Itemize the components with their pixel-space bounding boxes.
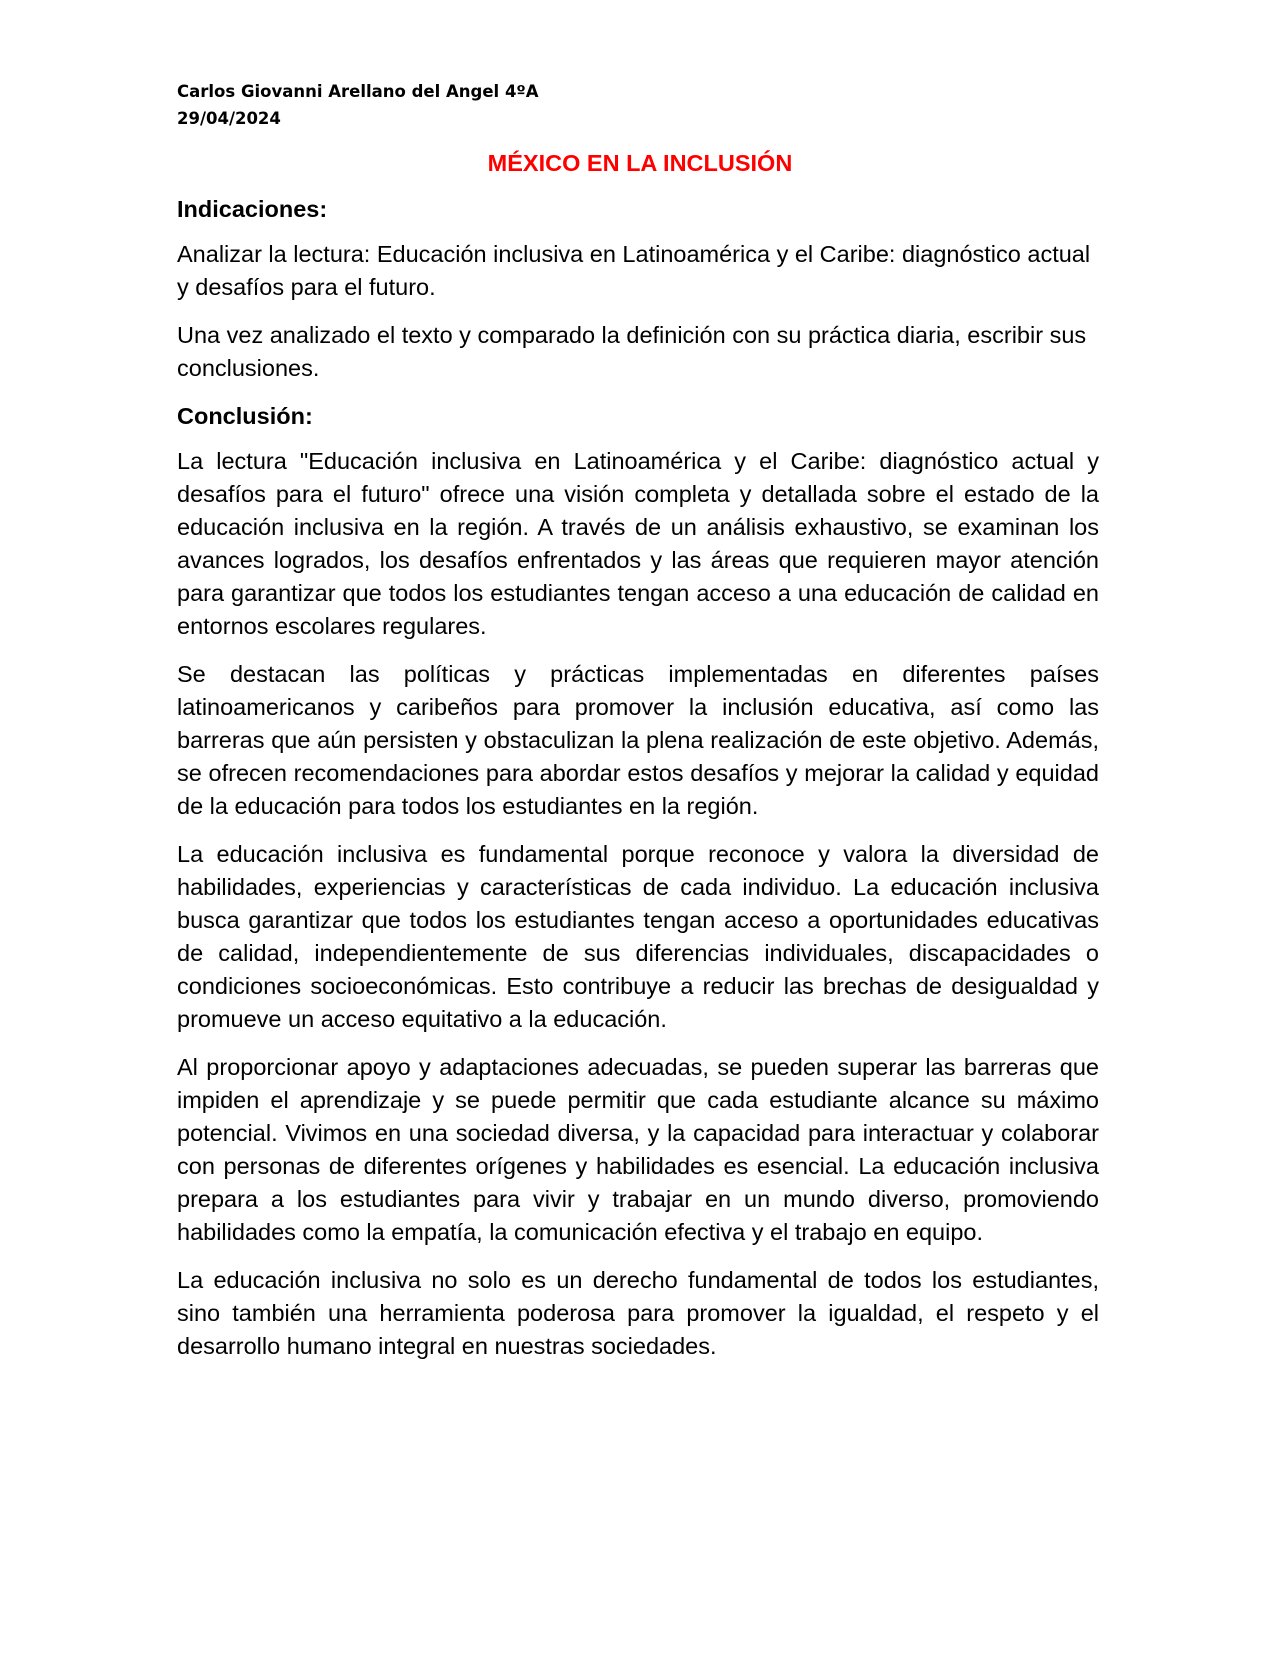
conclusion-paragraph: La educación inclusiva es fundamental porque reconoce y valora la diversidad de habilidades, experiencias y características de cada individuo. La educación inclusiva busca garantizar que todos los estudiantes tengan acceso a oportunidades educativas de calidad, independientemente de sus diferencias individuales, discapacidades o condiciones socioeconómicas. Esto contribuye a reducir las brechas de desigualdad y promueve un acceso equitativo a la educación.: [177, 841, 1099, 1032]
document-header: [177, 78, 539, 132]
conclusion-paragraph: La educación inclusiva no solo es un derecho fundamental de todos los estudiantes, sino también una herramienta poderosa para promover la igualdad, el respeto y el desarrollo humano integral en nuestras sociedades.: [177, 1267, 1099, 1359]
indicaciones-paragraph: Una vez analizado el texto y comparado la definición con su práctica diaria, escribir sus conclusiones.: [177, 322, 1087, 381]
author-line: Carlos Giovanni Arellano del Angel 4ºA: [177, 82, 539, 101]
indicaciones-heading: Indicaciones:: [177, 196, 328, 222]
conclusion-paragraph: La lectura "Educación inclusiva en Latinoamérica y el Caribe: diagnóstico actual y desafíos para el futuro" ofrece una visión completa y detallada sobre el estado de la educación inclusiva en la región. A través de un análisis exhaustivo, se examinan los avances logrados, los desafíos enfrentados y las áreas que requieren mayor atención para garantizar que todos los estudiantes tengan acceso a una educación de calidad en entornos escolares regulares.: [177, 448, 1099, 639]
conclusion-paragraph: Al proporcionar apoyo y adaptaciones adecuadas, se pueden superar las barreras que impiden el aprendizaje y se puede permitir que cada estudiante alcance su máximo potencial. Vivimos en una sociedad diversa, y la capacidad para interactuar y colaborar con personas de diferentes orígenes y habilidades es esencial. La educación inclusiva prepara a los estudiantes para vivir y trabajar en un mundo diverso, promoviendo habilidades como la empatía, la comunicación efectiva y el trabajo en equipo.: [177, 1054, 1099, 1245]
document-date: 29/04/2024: [177, 109, 281, 128]
document-title: MÉXICO EN LA INCLUSIÓN: [487, 150, 793, 176]
conclusion-heading: Conclusión:: [177, 403, 313, 429]
document-body: [177, 193, 1099, 1378]
conclusion-paragraph: Se destacan las políticas y prácticas implementadas en diferentes países latinoamericanos y caribeños para promover la inclusión educativa, así como las barreras que aún persisten y obstaculizan la plena realización de este objetivo. Además, se ofrecen recomendaciones para abordar estos desafíos y mejorar la calidad y equidad de la educación para todos los estudiantes en la región.: [177, 661, 1099, 819]
indicaciones-paragraph: Analizar la lectura: Educación inclusiva en Latinoamérica y el Caribe: diagnóstico actual y desafíos para el futuro.: [177, 241, 1091, 300]
